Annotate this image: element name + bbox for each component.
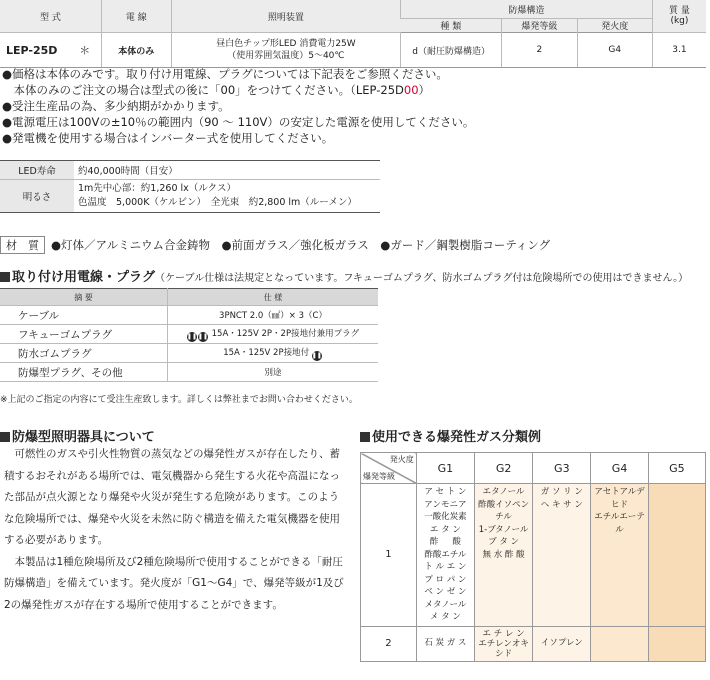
cable-item: ケーブル [0, 306, 168, 325]
about-paragraph-1: 可燃性のガスや引火性物質の蒸気などの爆発性ガスが存在したり、蓄積するおそれがある場所では、電気機器から発生する火花や高温になった部品が点火源となり爆発や火災が発生する危険があります。このような危険場所では、爆発や火災を未然に防ぐ構造を備えた電気機器を使用する必要があります。 [4, 448, 340, 546]
cable-footnote: ※上記のご指定の内容にて受注生産致します。詳しくは弊社までお問い合わせください。 [0, 395, 358, 405]
model-mark: ＊ [79, 44, 91, 57]
cable-item: 防爆型プラグ、その他 [0, 363, 168, 382]
brightness-line-1: 1m先中心部：約1,260 lx（ルクス） [78, 183, 236, 194]
gas-cell [648, 626, 705, 661]
led-life-value: 約40,000時間（目安） [74, 161, 380, 180]
material-label: 材 質 [0, 236, 45, 254]
brightness-line-2: 色温度 5,000K（ケルビン） 全光束 約2,800 lm（ルーメン） [78, 197, 357, 208]
gas-row-2 [361, 626, 706, 661]
gas-cell: ア セ ト ン アンモニア 一酸化炭素 エ タ ン 酢 酸 酢酸エチル ト ル エ ン プ ロ パ ン ベ ン ゼ ン メタノール メ タ ン [416, 484, 474, 627]
ignition-value: G4 [577, 33, 652, 68]
gas-cell: 石 炭 ガ ス [416, 626, 474, 661]
note-price: ●価格は本体のみです。取り付け用電線、プラグについては下記表をご参照ください。 [2, 67, 448, 81]
lighting-line-1: 昼白色チップ形LED 消費電力25W [216, 39, 356, 49]
cable-item: 防水ゴムプラグ [0, 344, 168, 363]
led-life-label: LED寿命 [0, 161, 74, 180]
note-order-after: ） [418, 83, 431, 97]
table-row [0, 325, 378, 344]
header-lighting: 照明装置 [171, 0, 400, 33]
mass-value: 3.1 [652, 33, 706, 68]
cable-section-title: 取り付け用電線・プラグ [12, 270, 156, 285]
note-production: ●受注生産品の為、多少納期がかかります。 [2, 99, 230, 113]
gas-col-g2: G2 [474, 453, 532, 484]
gas-cell [648, 484, 705, 627]
cable-item: フキューゴムプラグ [0, 325, 168, 344]
led-table [0, 160, 380, 213]
gas-corner-bottom: 爆発等級 [363, 472, 395, 481]
gas-table [360, 452, 706, 662]
cable-spec-cell [168, 344, 379, 363]
grade-value: 2 [502, 33, 577, 68]
cable-table [0, 288, 378, 382]
type-value: d（耐圧防爆構造） [400, 33, 501, 68]
cable-section-subtitle: （ケーブル仕様は法規定となっています。フキューゴムプラグ、防水ゴムプラグ付は危険場所での使用はできません。） [155, 273, 689, 284]
cable-spec: 15A・125V 2P接地付 [223, 347, 310, 358]
gas-col-g3: G3 [533, 453, 591, 484]
note-order-text: 本体のみのご注文の場合は型式の後に「00」をつけてください。（LEP-25D [2, 83, 404, 97]
header-mass: 質 量 (kg) [652, 0, 706, 33]
header-wire: 電 線 [101, 0, 171, 33]
square-bullet-icon [360, 432, 370, 442]
model-cell [0, 33, 101, 68]
gas-cell: イソプレン [533, 626, 591, 661]
gas-col-g5: G5 [648, 453, 705, 484]
note-voltage: ●電源電圧は100Vの±10％の範囲内（90 ～ 110V）の安定した電源を使用してください。 [2, 115, 475, 129]
gas-row-1 [361, 484, 706, 627]
gas-cell [591, 626, 648, 661]
table-row [0, 306, 378, 325]
about-section-heading [0, 426, 155, 445]
gas-section-title: 使用できる爆発性ガス分類例 [372, 430, 542, 445]
note-order [2, 82, 474, 98]
header-model: 型 式 [0, 0, 101, 33]
lighting-line-2: （使用雰囲気温度）5～40℃ [227, 51, 345, 61]
wire-value: 本体のみ [101, 33, 171, 68]
material-row [0, 236, 550, 254]
cable-section-heading [0, 266, 688, 285]
model-name: LEP-25D [6, 44, 58, 57]
cable-spec: 15A・125V 2P・2P接地付兼用プラグ [211, 328, 360, 339]
header-ignition: 発火度 [577, 19, 652, 33]
about-body [4, 444, 349, 616]
gas-grade-1: 1 [361, 484, 417, 627]
brightness-label: 明るさ [0, 180, 74, 213]
gas-col-g4: G4 [591, 453, 648, 484]
spec-table [0, 0, 706, 68]
about-paragraph-2: 本製品は1種危険場所及び2種危険場所で使用することができる「耐圧防爆構造」を備えています。発火度が「G1～G4」で、爆発等級が1及び2の爆発性ガスが存在する場所で使用することができます。 [4, 555, 344, 611]
square-bullet-icon [0, 272, 10, 282]
cable-header-spec: 仕 様 [168, 289, 379, 306]
header-grade: 爆発等級 [502, 19, 577, 33]
table-row [0, 363, 378, 382]
gas-cell: ガ ソ リ ン ヘ キ サ ン [533, 484, 591, 627]
gas-corner-cell [361, 453, 417, 484]
about-section-title: 防爆型照明器具について [12, 430, 155, 445]
brightness-value [74, 180, 380, 213]
gas-corner-top: 発火度 [389, 455, 414, 464]
table-row [0, 344, 378, 363]
gas-grade-2: 2 [361, 626, 417, 661]
cable-header-item: 摘 要 [0, 289, 168, 306]
gas-cell: アセトアルデヒド エチルエーテル [591, 484, 648, 627]
square-bullet-icon [0, 432, 10, 442]
plug-2p-icon: ❚❚ [197, 332, 208, 340]
plug-ground-icon: ❚❚ [311, 351, 322, 359]
cable-spec: 別途 [168, 363, 379, 382]
material-items: ●灯体／アルミニウム合金鋳物 ●前面ガラス／強化板ガラス ●ガード／鋼製樹脂コーティング [51, 238, 551, 252]
note-generator: ●発電機を使用する場合はインバーター式を使用してください。 [2, 131, 334, 145]
note-order-highlight: 00 [403, 83, 419, 97]
gas-cell: エ チ レ ン エチレンオキシド [474, 626, 532, 661]
gas-col-g1: G1 [416, 453, 474, 484]
header-type: 種 類 [400, 19, 501, 33]
plug-2p-icon: ❚❚ [186, 332, 197, 340]
lighting-value [171, 33, 400, 68]
cable-spec-cell [168, 325, 379, 344]
cable-spec: 3PNCT 2.0（㎟）× 3（C） [168, 306, 379, 325]
gas-section-heading [360, 426, 541, 445]
notes-list [2, 66, 474, 146]
header-structure: 防爆構造 [400, 0, 652, 19]
gas-cell: エタノール 酢酸イソペンチル 1-ブタノール ブ タ ン 無 水 酢 酸 [474, 484, 532, 627]
